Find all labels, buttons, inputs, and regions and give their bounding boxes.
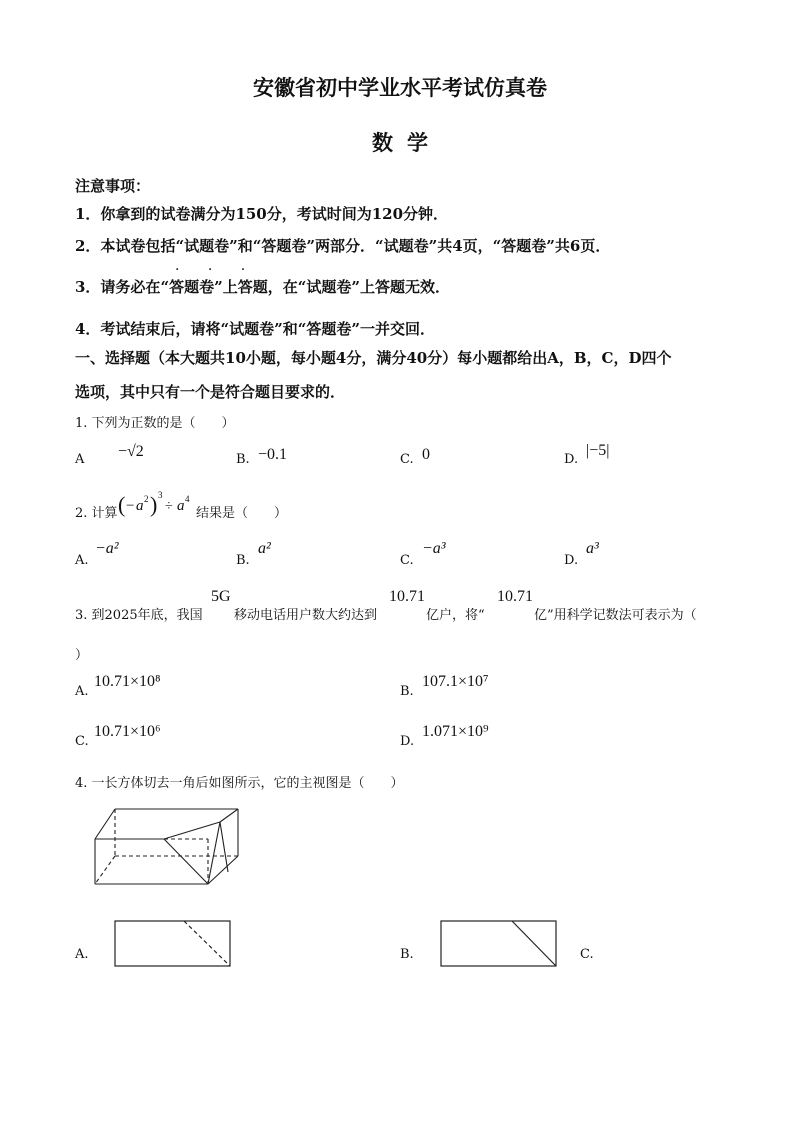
q1-option-d-value: |−5| (586, 442, 610, 459)
q1-option-a-value: −√2 (118, 443, 144, 460)
q4-option-b-figure (440, 920, 560, 972)
question-3-stem-end: ） (75, 648, 89, 663)
q1-option-c-label: C. (400, 452, 414, 467)
q2-option-a-value: −a² (95, 540, 119, 557)
question-2-stem-prefix: 2. 计算 (75, 506, 118, 521)
q2-option-c-value: −a³ (422, 540, 446, 557)
question-1-stem: 1. 下列为正数的是（ ） (75, 416, 235, 431)
notice-item-4: 4．考试结束后，请将“试题卷”和“答题卷”一并交回． (75, 320, 435, 338)
question-4-stem: 4. 一长方体切去一角后如图所示，它的主视图是（ ） (75, 776, 404, 791)
svg-text:(: ( (118, 492, 126, 517)
section-heading-line2: 选项，其中只有一个是符合题目要求的． (75, 383, 346, 401)
q2-option-d-value: a³ (586, 540, 599, 557)
q3-option-b-value: 107.1×10⁷ (422, 673, 489, 690)
q3-option-d-label: D. (400, 734, 415, 749)
q2-option-b-value: a² (258, 540, 271, 557)
notice-heading: 注意事项： (75, 177, 151, 195)
q1-option-b-value: −0.1 (258, 446, 288, 463)
svg-text:−: − (126, 498, 135, 514)
svg-text:): ) (150, 492, 158, 517)
q3-option-c-value: 10.71×10⁶ (94, 723, 161, 740)
question-3-number-1: 10.71 (389, 588, 425, 605)
notice-item-2: 2．本试卷包括“试题卷”和“答题卷”两部分．“试题卷”共4页，“答题卷”共6页． (75, 237, 611, 255)
q3-option-c-label: C. (75, 734, 89, 749)
q4-option-c-label: C. (580, 947, 594, 962)
question-3-stem-part-2: 移动电话用户数大约达到 (234, 608, 378, 623)
q2-option-d-label: D. (564, 553, 579, 568)
cuboid-figure (90, 806, 250, 894)
q3-option-b-label: B. (400, 684, 414, 699)
q1-option-c-value: 0 (422, 446, 430, 463)
q1-option-d-label: D. (564, 452, 579, 467)
question-3-number-2: 10.71 (497, 588, 533, 605)
q2-option-a-label: A. (75, 553, 89, 568)
notice-item-3: 3．请务必在“答题卷”上答题，在“试题卷”上答题无效． (75, 278, 450, 296)
question-3-stem-part-1: 3. 到2025年底，我国 (75, 608, 203, 623)
q3-option-a-value: 10.71×10⁸ (94, 673, 161, 690)
page-title: 安徽省初中学业水平考试仿真卷 (253, 75, 547, 100)
svg-text:a: a (136, 498, 144, 514)
q4-option-b-label: B. (400, 947, 414, 962)
svg-text:4: 4 (185, 494, 190, 504)
question-3-stem-part-4: 亿”用科学记数法可表示为（ (534, 608, 697, 623)
q2-option-c-label: C. (400, 553, 414, 568)
q4-option-a-label: A. (75, 947, 89, 962)
question-3-5g: 5G (211, 588, 231, 605)
q2-option-b-label: B. (236, 553, 250, 568)
question-3-stem-part-3: 亿户，将“ (426, 608, 485, 623)
q1-option-a-label: A (75, 452, 85, 467)
subject-title: 数学 (372, 130, 442, 155)
svg-text:2: 2 (144, 494, 149, 504)
question-2-expression (118, 488, 194, 524)
q4-option-a-figure (114, 920, 234, 972)
notice-item-1: 1．你拿到的试卷满分为150分，考试时间为120分钟． (75, 205, 449, 223)
question-2-stem-suffix: 结果是（ ） (196, 506, 288, 521)
svg-text:÷: ÷ (165, 499, 173, 514)
svg-text:a: a (177, 498, 185, 514)
svg-text:3: 3 (158, 490, 163, 500)
section-heading-line1: 一、选择题（本大题共10小题，每小题4分，满分40分）每小题都给出A，B，C，D四个 (75, 349, 672, 367)
q3-option-a-label: A. (75, 684, 89, 699)
q3-option-d-value: 1.071×10⁹ (422, 723, 489, 740)
emphasis-dots: . . . (175, 258, 258, 274)
q1-option-b-label: B. (236, 452, 250, 467)
